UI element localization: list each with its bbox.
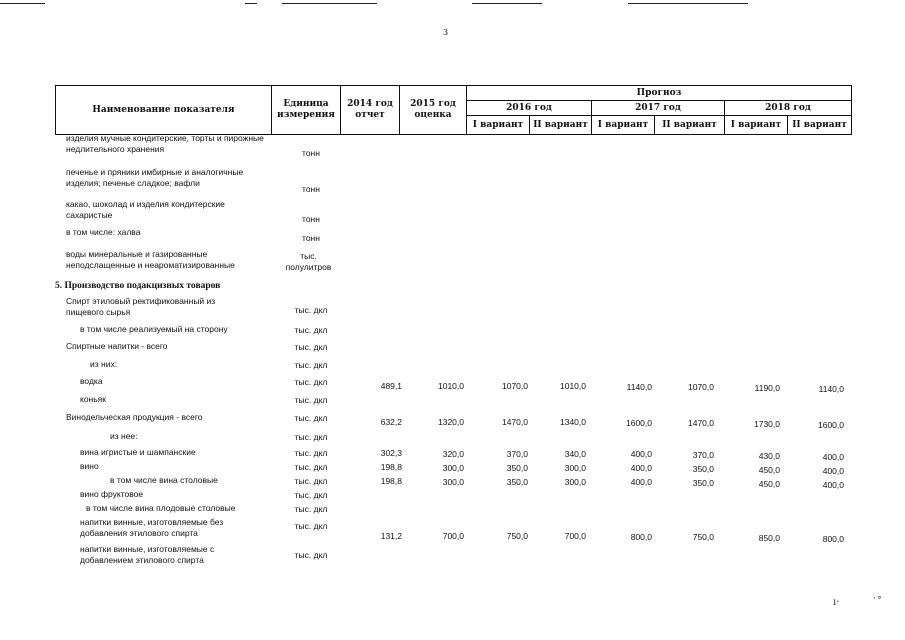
table-row — [66, 489, 856, 501]
table-row — [66, 431, 856, 443]
table-row — [66, 394, 856, 406]
header-2018-v1: I вариант — [730, 119, 782, 130]
scan-line — [472, 3, 542, 4]
value-2017-v2: 1470,0 — [688, 418, 714, 428]
table-row — [66, 475, 856, 489]
value-2015: 700,0 — [442, 531, 464, 541]
row-unit: тыс. дкл — [294, 476, 328, 486]
scan-line — [282, 3, 377, 4]
row-unit: тыс. полулитров — [285, 251, 332, 272]
value-2017-v1: 1140,0 — [626, 382, 652, 392]
value-2018-v1: 450,0 — [758, 479, 780, 489]
row-name: в том числе вина столовые — [110, 475, 218, 485]
value-2018-v2: 800,0 — [822, 534, 844, 544]
row-name: напитки винные, изготовляемые без добавления этилового спирта — [80, 517, 224, 538]
row-unit: тонн — [302, 233, 320, 243]
header-2017: 2017 год — [635, 102, 681, 113]
row-unit: тыс. дкл — [294, 448, 328, 458]
value-2016-v1: 370,0 — [506, 449, 528, 459]
value-2017-v1: 400,0 — [630, 477, 652, 487]
header-2015: 2015 год оценка — [410, 99, 456, 120]
header-2017-v1: I вариант — [597, 119, 649, 130]
value-2015: 1010,0 — [438, 381, 464, 391]
header-2018: 2018 год — [765, 102, 811, 113]
row-name: Спиртные напитки - всего — [66, 341, 168, 351]
row-unit: тыс. дкл — [294, 462, 328, 472]
value-2016-v2: 340,0 — [564, 449, 586, 459]
row-name: вино — [80, 461, 99, 471]
header-2017-v2: II вариант — [662, 119, 717, 130]
value-2014: 489,1 — [380, 381, 402, 391]
value-2016-v1: 350,0 — [506, 477, 528, 487]
row-unit: тыс. дкл — [294, 504, 328, 514]
table-row — [66, 517, 856, 544]
row-name: в том числе: халва — [66, 227, 141, 237]
row-name: водка — [80, 376, 103, 386]
table-row — [66, 341, 856, 353]
value-2018-v1: 430,0 — [758, 451, 780, 461]
scan-mark: ˙˚ — [872, 597, 882, 608]
row-name: коньяк — [80, 394, 106, 404]
row-name: в том числе реализуемый на сторону — [80, 324, 228, 334]
row-unit: тыс. дкл — [294, 432, 328, 442]
value-2018-v1: 1190,0 — [754, 383, 780, 393]
row-name: 5. Производство подакцизных товаров — [55, 281, 221, 291]
row-name: вина игристые и шампанские — [80, 447, 196, 457]
row-unit: тонн — [302, 214, 320, 224]
table-row — [66, 199, 856, 223]
header-name: Наименование показателя — [92, 104, 235, 115]
row-name: изделия мучные кондитерские, торты и пирожные недлительного хранения — [66, 133, 264, 154]
table-row — [66, 376, 856, 396]
value-2014: 302,3 — [380, 448, 402, 458]
value-2018-v2: 1140,0 — [818, 384, 844, 394]
header-2016-v1: I вариант — [472, 119, 524, 130]
value-2018-v1: 850,0 — [758, 533, 780, 543]
row-name: Спирт этиловый ректификованный из пищевого сырья — [66, 296, 216, 317]
value-2014: 198,8 — [380, 462, 402, 472]
row-name: напитки винные, изготовляемые с добавлением этилового спирта — [80, 544, 215, 565]
value-2017-v2: 750,0 — [692, 532, 714, 542]
value-2015: 300,0 — [442, 477, 464, 487]
header-2016-v2: II вариант — [533, 119, 588, 130]
value-2018-v2: 400,0 — [822, 480, 844, 490]
row-unit: тыс. дкл — [294, 360, 328, 370]
scan-line — [245, 3, 257, 4]
row-unit: тыс. дкл — [294, 521, 328, 531]
value-2016-v1: 1470,0 — [502, 417, 528, 427]
row-name: в том числе вина плодовые столовые — [86, 503, 236, 513]
value-2016-v2: 700,0 — [564, 531, 586, 541]
value-2014: 131,2 — [380, 531, 402, 541]
table-row — [66, 359, 856, 371]
value-2016-v1: 1070,0 — [502, 381, 528, 391]
value-2016-v1: 350,0 — [506, 463, 528, 473]
row-unit: тыс. дкл — [294, 413, 328, 423]
row-name: Винодельческая продукция - всего — [66, 412, 203, 422]
value-2014: 198,8 — [380, 476, 402, 486]
table-row — [66, 227, 856, 243]
row-name: из нее: — [110, 431, 138, 441]
header-2016: 2016 год — [506, 102, 552, 113]
row-unit: тыс. дкл — [294, 395, 328, 405]
table-row — [66, 296, 856, 320]
row-unit: тыс. дкл — [294, 377, 328, 387]
table-row — [66, 544, 856, 568]
table-row — [66, 503, 856, 515]
scan-line — [0, 3, 45, 4]
value-2015: 320,0 — [442, 449, 464, 459]
scan-line — [628, 3, 748, 4]
value-2016-v2: 1340,0 — [560, 417, 586, 427]
header-unit: Единица измерения — [277, 99, 335, 120]
value-2016-v1: 750,0 — [506, 531, 528, 541]
value-2017-v2: 350,0 — [692, 464, 714, 474]
row-unit: тыс. дкл — [294, 550, 328, 560]
value-2017-v1: 400,0 — [630, 449, 652, 459]
value-2017-v1: 800,0 — [630, 532, 652, 542]
value-2018-v2: 400,0 — [822, 452, 844, 462]
value-2016-v2: 300,0 — [564, 463, 586, 473]
value-2017-v2: 1070,0 — [688, 382, 714, 392]
row-unit: тыс. дкл — [294, 342, 328, 352]
row-unit: тыс. дкл — [294, 325, 328, 335]
header-2018-v2: II вариант — [792, 119, 847, 130]
row-unit: тыс. дкл — [294, 490, 328, 500]
row-unit: тонн — [302, 184, 320, 194]
row-unit: тонн — [302, 148, 320, 158]
value-2014: 632,2 — [380, 417, 402, 427]
table-row — [66, 167, 856, 193]
value-2015: 1320,0 — [438, 417, 464, 427]
value-2017-v1: 1600,0 — [626, 418, 652, 428]
table-header — [55, 85, 852, 135]
row-name: вино фруктовое — [80, 489, 144, 499]
row-unit: тыс. дкл — [294, 305, 328, 315]
page-number: 3 — [443, 28, 449, 37]
header-2014: 2014 год отчет — [347, 99, 393, 120]
row-name: какао, шоколад и изделия кондитерские сахаристые — [66, 199, 225, 220]
row-name: воды минеральные и газированные неподслащенные и неароматизированные — [66, 249, 235, 270]
table-row — [66, 324, 856, 336]
header-forecast: Прогноз — [636, 87, 682, 98]
value-2015: 300,0 — [442, 463, 464, 473]
value-2016-v2: 1010,0 — [560, 381, 586, 391]
value-2017-v2: 370,0 — [692, 450, 714, 460]
value-2017-v2: 350,0 — [692, 478, 714, 488]
table-row — [66, 447, 856, 461]
section-heading — [55, 281, 355, 293]
table-row — [66, 249, 856, 275]
value-2018-v2: 400,0 — [822, 466, 844, 476]
table-row — [66, 461, 856, 475]
row-name: печенье и пряники имбирные и аналогичные изделия; печенье сладкое; вафли — [66, 167, 244, 188]
value-2018-v2: 1600,0 — [818, 420, 844, 430]
value-2016-v2: 300,0 — [564, 477, 586, 487]
value-2018-v1: 450,0 — [758, 465, 780, 475]
table-row — [66, 133, 856, 157]
value-2017-v1: 400,0 — [630, 463, 652, 473]
value-2018-v1: 1730,0 — [754, 419, 780, 429]
row-name: из них: — [90, 359, 118, 369]
scan-mark: ı· — [833, 597, 840, 608]
